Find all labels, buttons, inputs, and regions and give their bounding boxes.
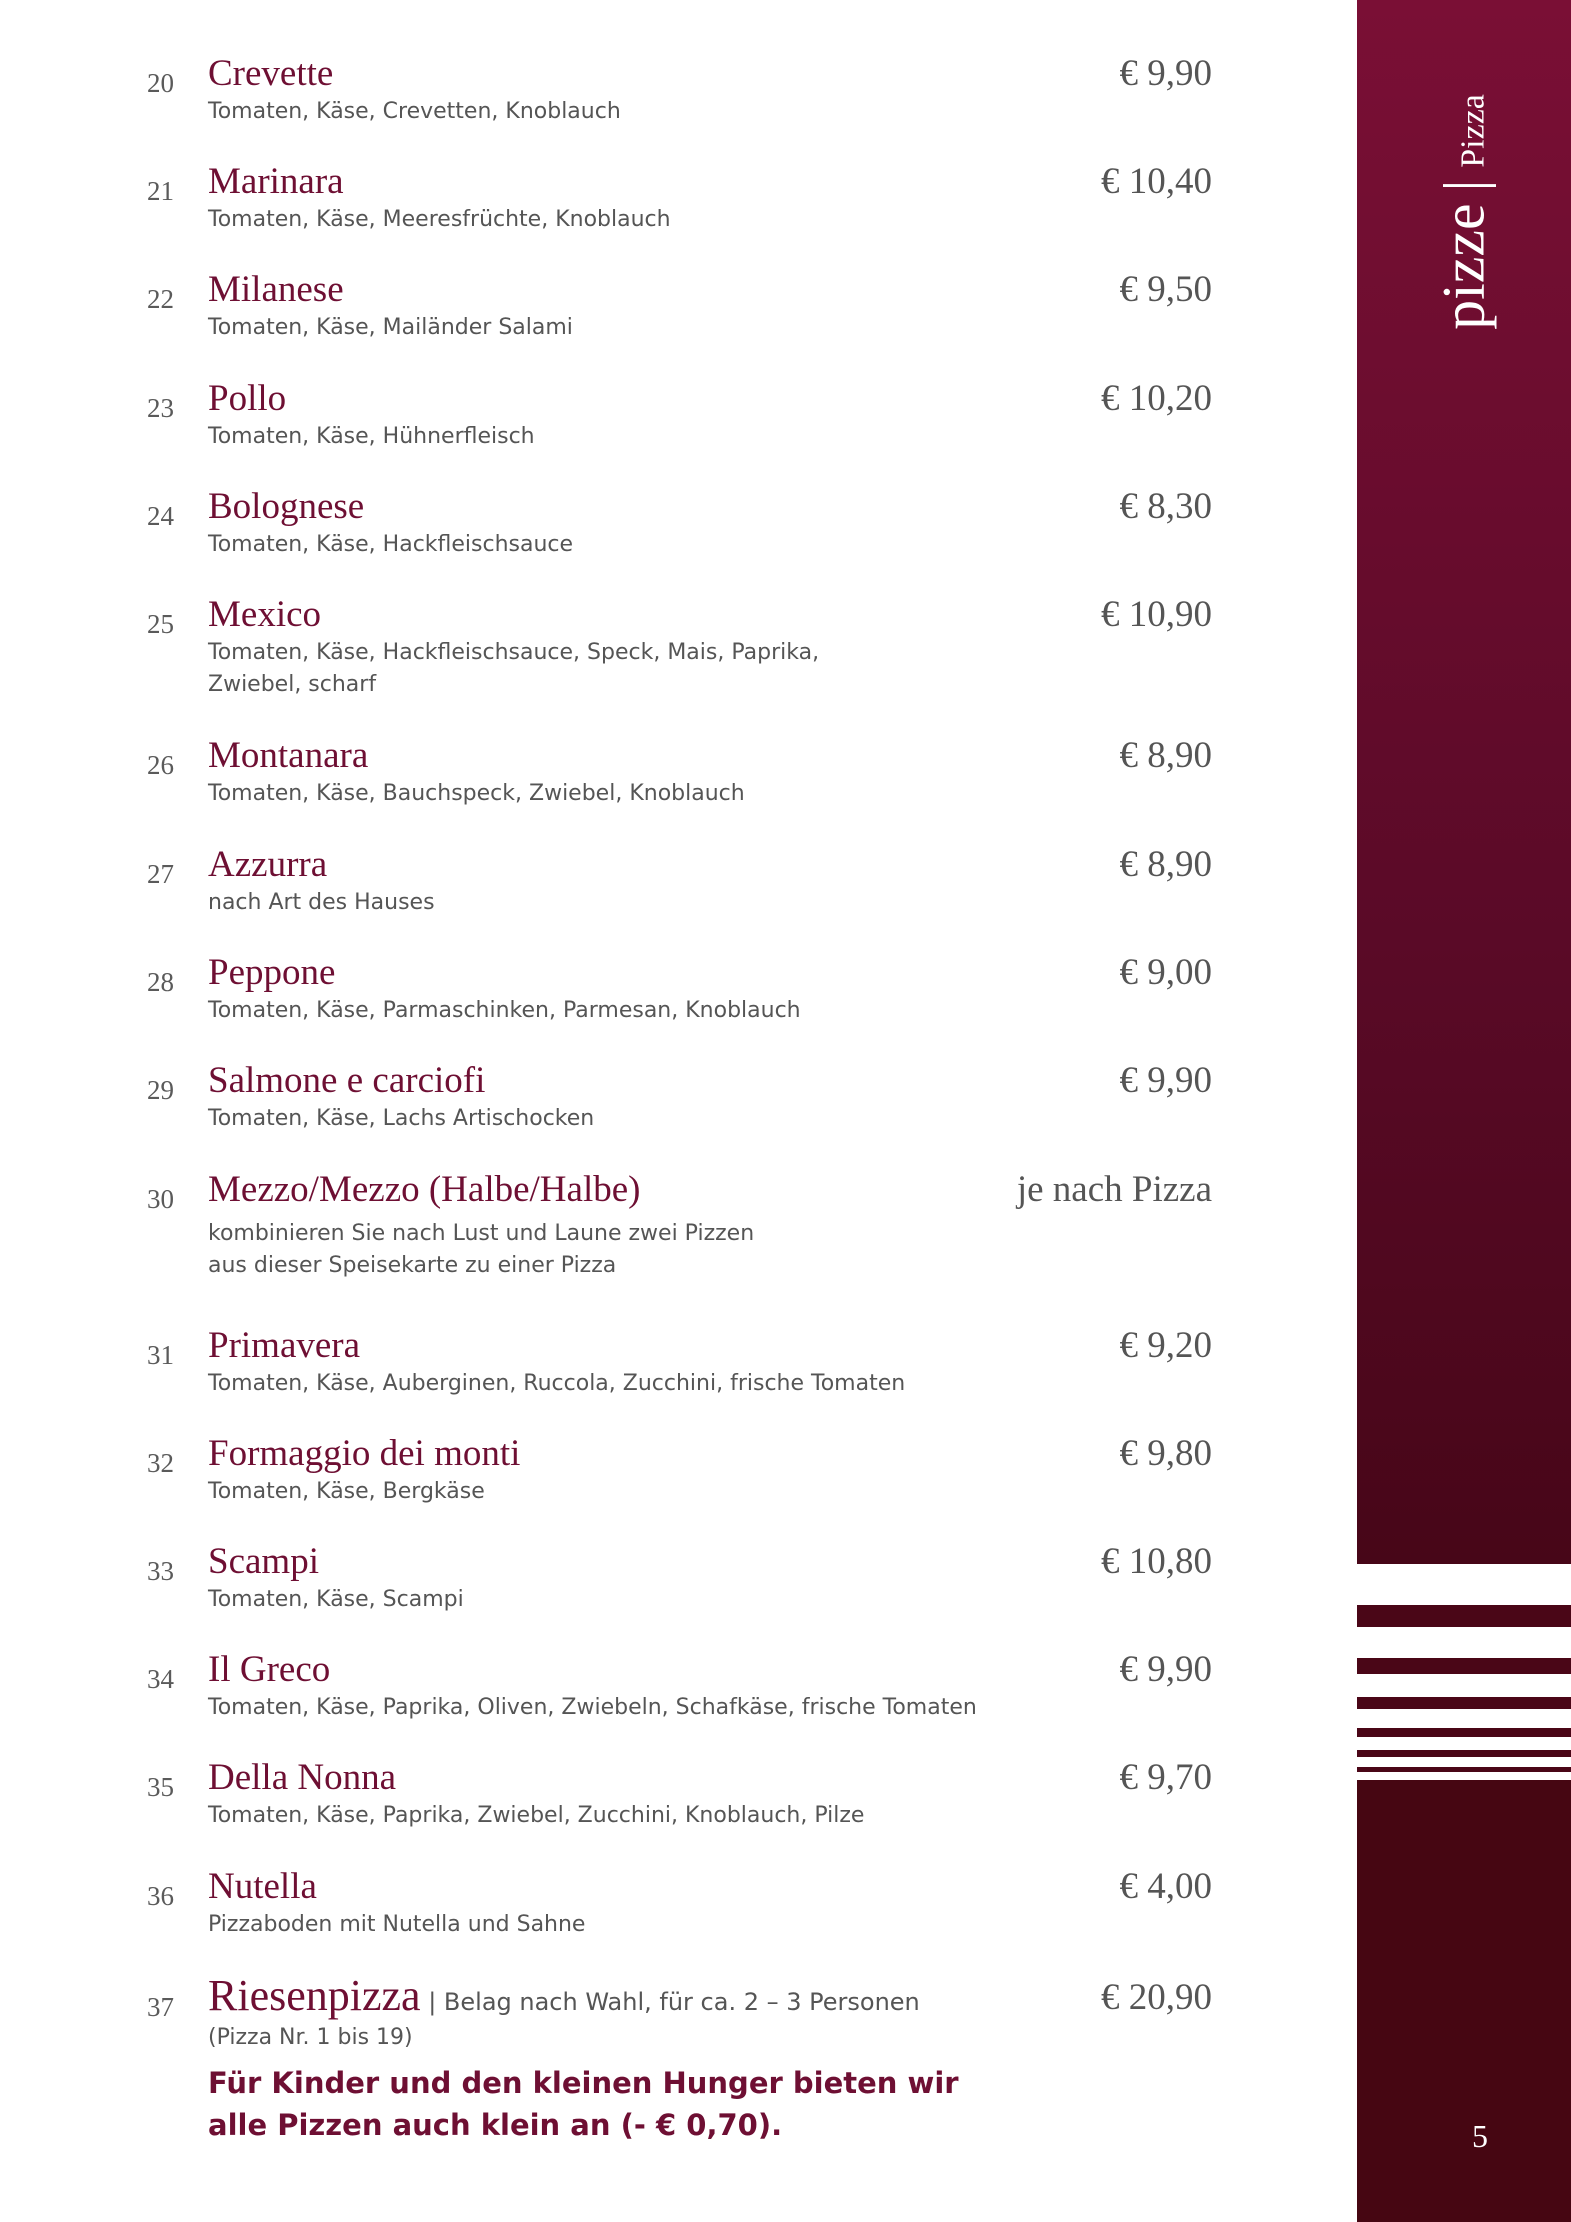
item-price: € 9,70 <box>1119 1757 1212 1798</box>
item-price: € 10,20 <box>1101 378 1212 419</box>
item-description: Tomaten, Käse, Mailänder Salami <box>208 315 573 340</box>
item-number: 34 <box>147 1664 174 1694</box>
item-price: € 9,80 <box>1119 1433 1212 1474</box>
item-number: 29 <box>147 1075 174 1105</box>
sidebar-stripe <box>1357 1767 1571 1772</box>
item-price: € 10,40 <box>1101 161 1212 202</box>
item-number: 26 <box>147 750 174 780</box>
kids-note-line: Für Kinder und den kleinen Hunger bieten wir <box>208 2066 959 2100</box>
item-description-line: Zwiebel, scharf <box>208 672 377 697</box>
item-name: Azzurra <box>208 844 328 885</box>
item-name: Salmone e carciofi <box>208 1060 486 1101</box>
item-description-line: Tomaten, Käse, Hackfleischsauce, Speck, Mais, Paprika, <box>208 640 820 665</box>
item-price: € 10,90 <box>1101 594 1212 635</box>
item-number: 20 <box>147 68 174 98</box>
item-number: 25 <box>147 609 174 639</box>
item-number: 32 <box>147 1448 174 1478</box>
item-price: € 9,20 <box>1119 1325 1212 1366</box>
item-price: € 9,00 <box>1119 952 1212 993</box>
item-price: € 4,00 <box>1119 1866 1212 1907</box>
item-price: € 9,90 <box>1119 53 1212 94</box>
item-description: Tomaten, Käse, Auberginen, Ruccola, Zucchini, frische Tomaten <box>208 1371 906 1396</box>
item-price: € 9,90 <box>1119 1649 1212 1690</box>
item-name-text: Riesenpizza <box>208 1971 421 2020</box>
item-number: 37 <box>147 1992 174 2022</box>
sidebar-stripe <box>1357 1605 1571 1627</box>
item-description: Tomaten, Käse, Bergkäse <box>208 1479 485 1504</box>
item-price: je nach Pizza <box>1016 1169 1212 1210</box>
sidebar-stripe <box>1357 1728 1571 1737</box>
item-number: 21 <box>147 176 174 206</box>
item-price: € 10,80 <box>1101 1541 1212 1582</box>
section-title-separator: | <box>1431 179 1497 192</box>
kids-note <box>208 2062 959 2146</box>
item-number: 36 <box>147 1881 174 1911</box>
item-name-extra: | Belag nach Wahl, für ca. 2 – 3 Personen <box>420 1988 920 2016</box>
item-name: Scampi <box>208 1541 319 1582</box>
section-title <box>1430 94 1499 330</box>
item-price: € 9,50 <box>1119 269 1212 310</box>
section-title-main: pizze <box>1430 203 1497 330</box>
item-description: Tomaten, Käse, Hühnerfleisch <box>208 424 535 449</box>
item-number: 24 <box>147 501 174 531</box>
item-name: Primavera <box>208 1325 361 1366</box>
item-description: Tomaten, Käse, Crevetten, Knoblauch <box>208 99 621 124</box>
item-description: Tomaten, Käse, Bauchspeck, Zwiebel, Knoblauch <box>208 781 745 806</box>
item-number: 28 <box>147 967 174 997</box>
item-name: Nutella <box>208 1866 317 1907</box>
item-name <box>208 1970 920 2021</box>
item-number: 22 <box>147 284 174 314</box>
item-description-line: kombinieren Sie nach Lust und Laune zwei Pizzen <box>208 1221 755 1246</box>
item-description: Pizzaboden mit Nutella und Sahne <box>208 1912 586 1937</box>
item-description: Tomaten, Käse, Parmaschinken, Parmesan, Knoblauch <box>208 998 801 1023</box>
sidebar-footer <box>1357 1780 1571 2222</box>
item-name: Mexico <box>208 594 322 635</box>
item-description: Tomaten, Käse, Lachs Artischocken <box>208 1106 595 1131</box>
item-name: Bolognese <box>208 486 365 527</box>
sidebar-stripe <box>1357 1697 1571 1709</box>
item-name: Pollo <box>208 378 287 419</box>
item-description <box>208 637 819 701</box>
item-name: Formaggio dei monti <box>208 1433 521 1474</box>
sidebar-stripe <box>1357 1750 1571 1757</box>
item-name: Della Nonna <box>208 1757 397 1798</box>
item-price: € 20,90 <box>1101 1977 1212 2018</box>
item-name: Crevette <box>208 53 334 94</box>
item-name: Marinara <box>208 161 344 202</box>
item-price: € 9,90 <box>1119 1060 1212 1101</box>
item-name: Montanara <box>208 735 369 776</box>
item-name: Mezzo/Mezzo (Halbe/Halbe) <box>208 1169 641 1210</box>
sidebar-stripe <box>1357 1658 1571 1674</box>
item-description: Tomaten, Käse, Hackfleischsauce <box>208 532 574 557</box>
section-title-sub: Pizza <box>1454 94 1492 168</box>
item-price: € 8,90 <box>1119 844 1212 885</box>
item-description <box>208 1218 754 1282</box>
page-number: 5 <box>1472 2118 1488 2154</box>
item-description: Tomaten, Käse, Scampi <box>208 1587 464 1612</box>
item-description: Tomaten, Käse, Paprika, Zwiebel, Zucchini, Knoblauch, Pilze <box>208 1803 865 1828</box>
item-description: Tomaten, Käse, Paprika, Oliven, Zwiebeln, Schafkäse, frische Tomaten <box>208 1695 977 1720</box>
item-number: 35 <box>147 1772 174 1802</box>
item-name: Milanese <box>208 269 344 310</box>
item-number: 31 <box>147 1340 174 1370</box>
item-number: 27 <box>147 859 174 889</box>
item-number: 33 <box>147 1556 174 1586</box>
item-description: nach Art des Hauses <box>208 890 435 915</box>
item-description: (Pizza Nr. 1 bis 19) <box>208 2025 413 2050</box>
item-price: € 8,90 <box>1119 735 1212 776</box>
item-number: 23 <box>147 393 174 423</box>
item-name: Il Greco <box>208 1649 331 1690</box>
item-name: Peppone <box>208 952 336 993</box>
item-number: 30 <box>147 1184 174 1214</box>
kids-note-line: alle Pizzen auch klein an (- € 0,70). <box>208 2108 783 2142</box>
item-description-line: aus dieser Speisekarte zu einer Pizza <box>208 1253 617 1278</box>
item-price: € 8,30 <box>1119 486 1212 527</box>
item-description: Tomaten, Käse, Meeresfrüchte, Knoblauch <box>208 207 671 232</box>
